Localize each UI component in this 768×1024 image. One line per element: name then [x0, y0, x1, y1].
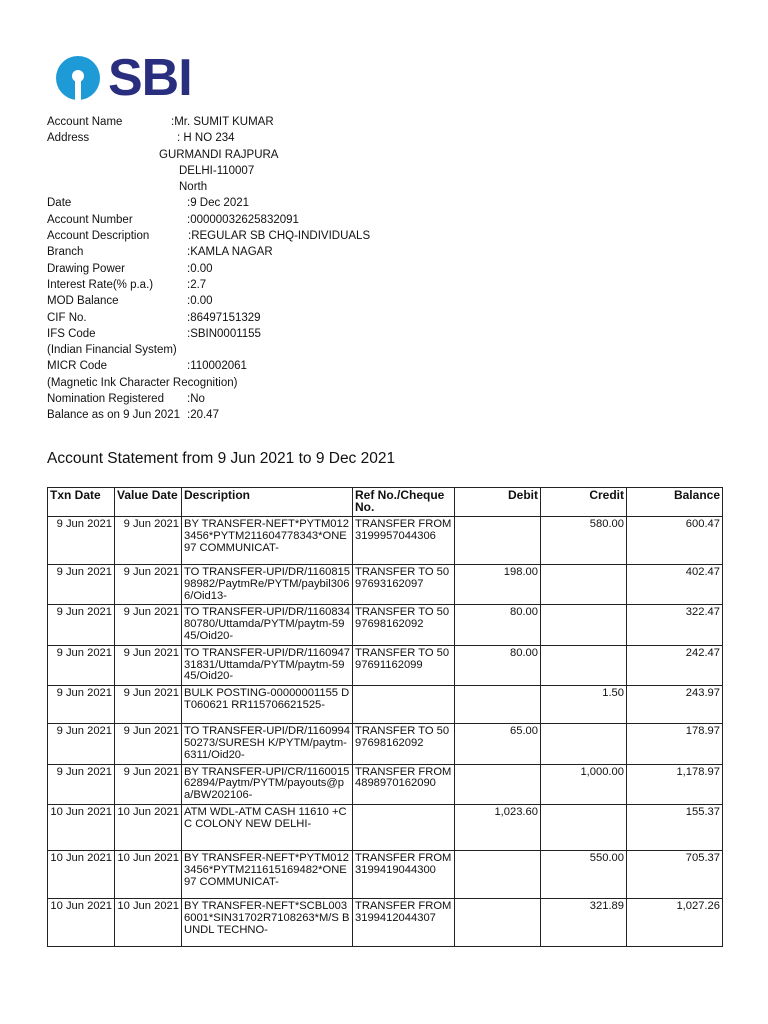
ref-cell — [353, 686, 455, 724]
info-row — [47, 130, 467, 146]
info-label: IFS Code — [47, 327, 96, 340]
info-row — [47, 114, 467, 130]
value-date-cell: 9 Jun 2021 — [115, 565, 182, 605]
info-label: (Magnetic Ink Character Recognition) — [47, 376, 238, 389]
brand-name: SBI — [108, 49, 192, 107]
description-cell: BY TRANSFER-NEFT*PYTM0123456*PYTM211615169482*ONE97 COMMUNICAT- — [182, 850, 353, 898]
info-label: Nomination Registered — [47, 393, 164, 406]
col-credit: Credit — [541, 488, 627, 517]
info-value: :20.47 — [187, 409, 219, 422]
table-header-row — [48, 488, 723, 517]
col-txn-date: Txn Date — [48, 488, 115, 517]
info-row — [47, 195, 467, 211]
info-value: :No — [187, 393, 205, 406]
credit-cell — [541, 724, 627, 764]
info-value: :Mr. SUMIT KUMAR — [171, 116, 274, 128]
txn-date-cell: 9 Jun 2021 — [48, 764, 115, 804]
value-date-cell: 9 Jun 2021 — [115, 605, 182, 645]
transactions-table — [47, 487, 723, 947]
description-cell: BY TRANSFER-NEFT*PYTM0123456*PYTM211604778343*ONE97 COMMUNICAT- — [182, 517, 353, 565]
info-row — [47, 407, 467, 423]
info-value: : H NO 234 — [177, 132, 235, 145]
ref-cell: TRANSFER FROM 3199412044307 — [353, 898, 455, 946]
txn-date-cell: 9 Jun 2021 — [48, 517, 115, 565]
value-date-cell: 10 Jun 2021 — [115, 898, 182, 946]
txn-date-cell: 9 Jun 2021 — [48, 645, 115, 685]
info-row — [47, 179, 467, 195]
value-date-cell: 10 Jun 2021 — [115, 804, 182, 850]
ref-cell: TRANSFER TO 5097698162092 — [353, 724, 455, 764]
info-label: Address — [47, 132, 90, 145]
debit-cell — [455, 850, 541, 898]
debit-cell: 80.00 — [455, 605, 541, 645]
debit-cell: 65.00 — [455, 724, 541, 764]
info-row — [47, 261, 467, 277]
col-balance: Balance — [627, 488, 723, 517]
txn-date-cell: 9 Jun 2021 — [48, 605, 115, 645]
value-date-cell: 9 Jun 2021 — [115, 517, 182, 565]
credit-cell: 1,000.00 — [541, 764, 627, 804]
info-label: (Indian Financial System) — [47, 344, 177, 357]
ref-cell: TRANSFER TO 5097698162092 — [353, 605, 455, 645]
balance-cell: 705.37 — [627, 850, 723, 898]
debit-cell — [455, 898, 541, 946]
col-value-date: Value Date — [115, 488, 182, 517]
table-row — [48, 764, 723, 804]
debit-cell — [455, 686, 541, 724]
description-cell: ATM WDL-ATM CASH 11610 +CC COLONY NEW DELHI- — [182, 804, 353, 850]
credit-cell — [541, 645, 627, 685]
info-row — [47, 293, 467, 309]
info-label: Account Number — [47, 213, 133, 226]
balance-cell: 600.47 — [627, 517, 723, 565]
txn-date-cell: 9 Jun 2021 — [48, 565, 115, 605]
sbi-keyhole-icon — [54, 54, 102, 102]
description-cell: TO TRANSFER-UPI/DR/116083480780/Uttamda/PYTM/paytm-5945/Oid20- — [182, 605, 353, 645]
description-cell: BY TRANSFER-UPI/CR/116001562894/Paytm/PYTM/payouts@pa/BW202106- — [182, 764, 353, 804]
info-row — [47, 326, 467, 342]
info-row — [47, 342, 467, 358]
balance-cell: 242.47 — [627, 645, 723, 685]
info-value: :2.7 — [187, 278, 207, 291]
description-cell: BULK POSTING-00000001155 DT060621 RR115706621525- — [182, 686, 353, 724]
balance-cell: 1,178.97 — [627, 764, 723, 804]
info-value: :0.00 — [187, 295, 213, 308]
balance-cell: 1,027.26 — [627, 898, 723, 946]
txn-date-cell: 10 Jun 2021 — [48, 804, 115, 850]
debit-cell: 80.00 — [455, 645, 541, 685]
value-date-cell: 10 Jun 2021 — [115, 850, 182, 898]
info-row — [47, 163, 467, 179]
value-date-cell: 9 Jun 2021 — [115, 645, 182, 685]
info-value: :SBIN0001155 — [187, 327, 261, 340]
info-value: :110002061 — [187, 360, 247, 373]
balance-cell: 243.97 — [627, 686, 723, 724]
col-ref: Ref No./Cheque No. — [353, 488, 455, 517]
info-value: :9 Dec 2021 — [187, 197, 250, 210]
balance-cell: 402.47 — [627, 565, 723, 605]
info-value: :00000032625832091 — [187, 213, 299, 226]
table-row — [48, 850, 723, 898]
description-cell: TO TRANSFER-UPI/DR/116081598982/PaytmRe/PYTM/paybil3066/Oid13- — [182, 565, 353, 605]
debit-cell — [455, 517, 541, 565]
table-row — [48, 605, 723, 645]
info-label: Balance as on 9 Jun 2021 — [47, 409, 180, 422]
value-date-cell: 9 Jun 2021 — [115, 764, 182, 804]
credit-cell — [541, 804, 627, 850]
sbi-logo — [54, 49, 192, 107]
col-debit: Debit — [455, 488, 541, 517]
account-info — [47, 114, 467, 424]
info-value: :REGULAR SB CHQ-INDIVIDUALS — [188, 230, 371, 243]
debit-cell: 1,023.60 — [455, 804, 541, 850]
table-row — [48, 898, 723, 946]
balance-cell: 155.37 — [627, 804, 723, 850]
credit-cell: 321.89 — [541, 898, 627, 946]
txn-date-cell: 10 Jun 2021 — [48, 850, 115, 898]
info-value: GURMANDI RAJPURA — [159, 148, 279, 161]
info-row — [47, 228, 467, 244]
info-value: :86497151329 — [187, 311, 261, 324]
info-row — [47, 147, 467, 163]
info-row — [47, 375, 467, 391]
table-row — [48, 724, 723, 764]
info-value: :0.00 — [187, 262, 213, 275]
info-label: Date — [47, 197, 72, 210]
debit-cell: 198.00 — [455, 565, 541, 605]
credit-cell: 1.50 — [541, 686, 627, 724]
table-row — [48, 565, 723, 605]
info-label: Drawing Power — [47, 262, 125, 275]
table-row — [48, 645, 723, 685]
ref-cell: TRANSFER FROM 3199957044306 — [353, 517, 455, 565]
credit-cell: 550.00 — [541, 850, 627, 898]
description-cell: TO TRANSFER-UPI/DR/116099450273/SURESH K/PYTM/paytm-6311/Oid20- — [182, 724, 353, 764]
table-row — [48, 686, 723, 724]
info-row — [47, 244, 467, 260]
ref-cell: TRANSFER FROM 3199419044300 — [353, 850, 455, 898]
ref-cell: TRANSFER FROM 4898970162090 — [353, 764, 455, 804]
balance-cell: 322.47 — [627, 605, 723, 645]
balance-cell: 178.97 — [627, 724, 723, 764]
info-label: Account Description — [47, 230, 150, 243]
ref-cell: TRANSFER TO 5097693162097 — [353, 565, 455, 605]
txn-date-cell: 9 Jun 2021 — [48, 724, 115, 764]
credit-cell — [541, 565, 627, 605]
info-label: Interest Rate(% p.a.) — [47, 278, 154, 291]
ref-cell: TRANSFER TO 5097691162099 — [353, 645, 455, 685]
info-row — [47, 391, 467, 407]
value-date-cell: 9 Jun 2021 — [115, 724, 182, 764]
table-row — [48, 517, 723, 565]
ref-cell — [353, 804, 455, 850]
info-value: :KAMLA NAGAR — [187, 246, 273, 259]
info-label: Branch — [47, 246, 84, 259]
info-row — [47, 358, 467, 374]
info-label: MICR Code — [47, 360, 108, 373]
statement-title: Account Statement from 9 Jun 2021 to 9 Dec 2021 — [47, 450, 396, 467]
info-row — [47, 310, 467, 326]
txn-date-cell: 9 Jun 2021 — [48, 686, 115, 724]
info-value: DELHI-110007 — [179, 164, 255, 177]
info-label: MOD Balance — [47, 295, 119, 308]
table-row — [48, 804, 723, 850]
info-label: Account Name — [47, 116, 123, 128]
txn-date-cell: 10 Jun 2021 — [48, 898, 115, 946]
credit-cell — [541, 605, 627, 645]
info-value: North — [179, 181, 208, 194]
info-row — [47, 277, 467, 293]
info-label: CIF No. — [47, 311, 87, 324]
description-cell: BY TRANSFER-NEFT*SCBL0036001*SIN31702R7108263*M/S BUNDL TECHNO- — [182, 898, 353, 946]
col-description: Description — [182, 488, 353, 517]
value-date-cell: 9 Jun 2021 — [115, 686, 182, 724]
description-cell: TO TRANSFER-UPI/DR/116094731831/Uttamda/PYTM/paytm-5945/Oid20- — [182, 645, 353, 685]
info-row — [47, 212, 467, 228]
credit-cell: 580.00 — [541, 517, 627, 565]
debit-cell — [455, 764, 541, 804]
